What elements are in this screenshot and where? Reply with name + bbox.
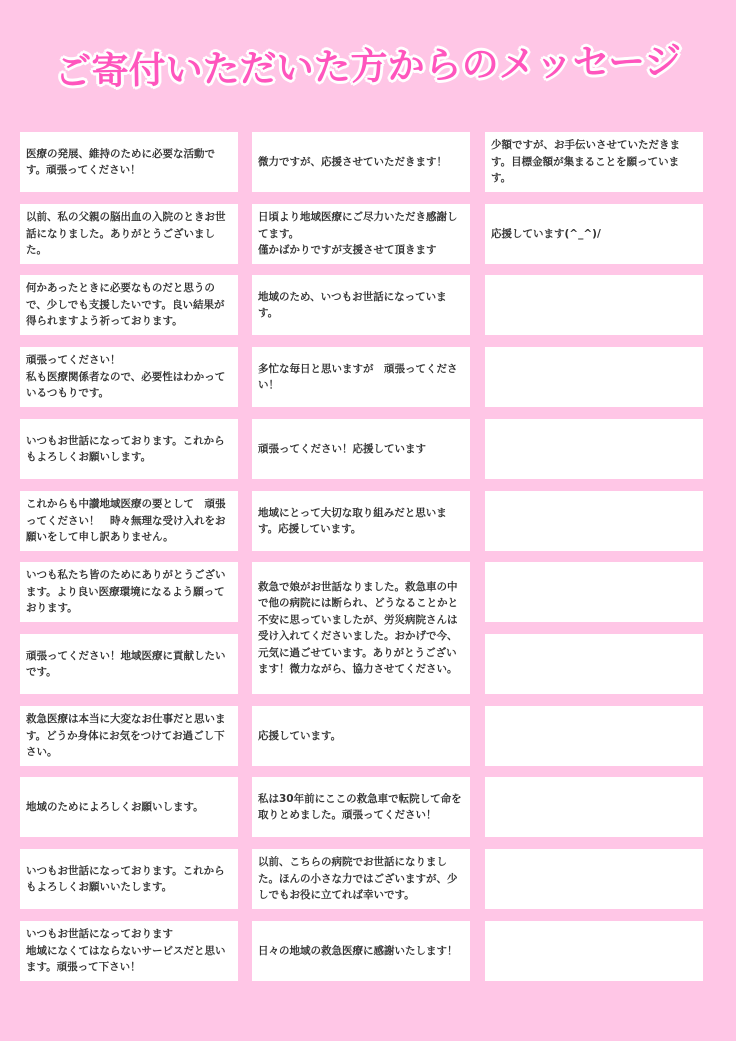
message-card: 応援しています。 <box>252 706 470 766</box>
message-card: 少額ですが、お手伝いさせていただきます。目標金額が集まることを願っています。 <box>485 132 703 192</box>
empty-message-card <box>485 491 703 551</box>
message-card: 地域にとって大切な取り組みだと思います。応援しています。 <box>252 491 470 551</box>
empty-message-card <box>485 419 703 479</box>
empty-message-card <box>485 777 703 837</box>
message-card: 以前、私の父親の脳出血の入院のときお世話になりました。ありがとうございました。 <box>20 204 238 264</box>
message-card: いつも私たち皆のためにありがとうございます。より良い医療環境になるよう願っております。 <box>20 562 238 622</box>
message-card: いつもお世話になっております 地域になくてはならないサービスだと思います。頑張って下さい！ <box>20 921 238 981</box>
message-card: いつもお世話になっております。これからもよろしくお願いいたします。 <box>20 849 238 909</box>
empty-message-card <box>485 347 703 407</box>
message-card: 日頃より地域医療にご尽力いただき感謝してます。 僅かばかりですが支援させて頂きます <box>252 204 470 264</box>
message-card: 以前、こちらの病院でお世話になりました。ほんの小さな力ではございますが、少しでもお役に立てれば幸いです。 <box>252 849 470 909</box>
message-card: 救急医療は本当に大変なお仕事だと思います。どうか身体にお気をつけてお過ごし下さい。 <box>20 706 238 766</box>
message-card: これからも中讃地域医療の要として 頑張ってください！ 時々無理な受け入れをお願いをして申し訳ありません。 <box>20 491 238 551</box>
page-title: ご寄付いただいた方からのメッセージ <box>54 39 682 94</box>
message-card: 何かあったときに必要なものだと思うので、少しでも支援したいです。良い結果が得られますよう祈っております。 <box>20 275 238 335</box>
message-card: いつもお世話になっております。これからもよろしくお願いします。 <box>20 419 238 479</box>
empty-message-card <box>485 562 703 622</box>
empty-message-card <box>485 849 703 909</box>
empty-message-card <box>485 275 703 335</box>
message-card: 頑張ってください！地域医療に貢献したいです。 <box>20 634 238 694</box>
empty-message-card <box>485 634 703 694</box>
message-card: 日々の地域の救急医療に感謝いたします！ <box>252 921 470 981</box>
message-card: 医療の発展、維持のために必要な活動です。頑張ってください！ <box>20 132 238 192</box>
message-card: 応援しています(^_^)/ <box>485 204 703 264</box>
message-card: 私は30年前にここの救急車で転院して命を取りとめました。頑張ってください！ <box>252 777 470 837</box>
message-card: 地域のためによろしくお願いします。 <box>20 777 238 837</box>
message-card: 頑張ってください！応援しています <box>252 419 470 479</box>
empty-message-card <box>485 921 703 981</box>
message-card: 地域のため、いつもお世話になっています。 <box>252 275 470 335</box>
message-card: 微力ですが、応援させていただきます！ <box>252 132 470 192</box>
message-card: 多忙な毎日と思いますが 頑張ってください！ <box>252 347 470 407</box>
message-card: 救急で娘がお世話なりました。救急車の中で他の病院には断られ、どうなることかと不安に思っていましたが、労災病院さんは受け入れてくださいました。おかげで今、元気に過ごせています。ありがとうございます！微力ながら、協力させてください。 <box>252 562 470 694</box>
message-card: 頑張ってください！ 私も医療関係者なので、必要性はわかっているつもりです。 <box>20 347 238 407</box>
empty-message-card <box>485 706 703 766</box>
